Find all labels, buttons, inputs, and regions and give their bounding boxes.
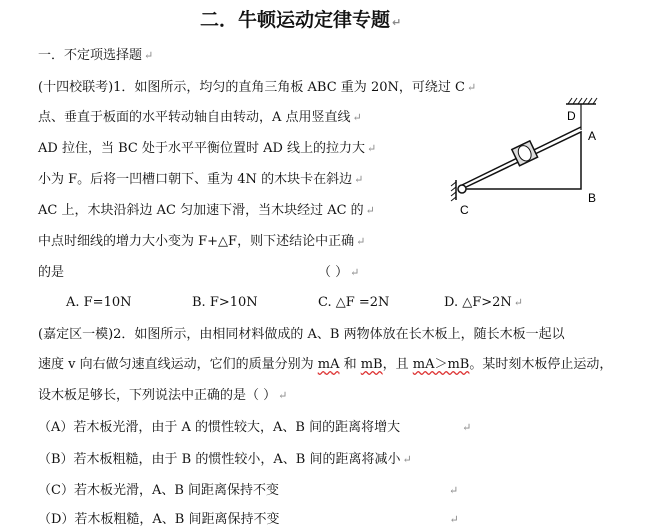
triangle-plate-figure bbox=[448, 96, 628, 226]
q1-line-1: (十四校联考)1．如图所示，均匀的直角三角板 ABC 重为 20N，可绕过 C ↵ bbox=[38, 80, 477, 95]
q1-line-4: 小为 F。后将一凹槽口朝下、重为 4N 的木块卡在斜边 ↵ bbox=[38, 172, 364, 187]
q2-line-3: 设木板足够长，下列说法中正确的是（ ） ↵ bbox=[38, 388, 288, 403]
label-b: B bbox=[588, 191, 597, 205]
q1-line-7: 的是 bbox=[38, 265, 65, 280]
section-heading: 一．不定项选择题 ↵ bbox=[38, 48, 154, 63]
q1-answer-blank: （ ） ↵ bbox=[318, 265, 360, 280]
q2-line-1: (嘉定区一模)2．如图所示，由相同材料做成的 A、B 两物体放在长木板上，随长木板一起以 bbox=[38, 327, 565, 342]
page-title: 二．牛顿运动定律专题 ↵ bbox=[200, 9, 402, 31]
q1-option-c: C. △F =2N bbox=[318, 295, 390, 310]
q2-option-a: （A）若木板光滑，由于 A 的惯性较大，A、B 间的距离将增大 ↵ bbox=[38, 420, 472, 435]
q2-option-c: （C）若木板光滑，A、B 间距离保持不变 ↵ bbox=[38, 483, 459, 498]
q1-option-a: A. F=10N bbox=[66, 295, 132, 310]
q2-option-b: （B）若木板粗糙，由于 B 的惯性较小，A、B 间的距离将减小 ↵ bbox=[38, 452, 412, 467]
label-d: D bbox=[567, 109, 576, 123]
q1-line-3: AD 拉住，当 BC 处于水平平衡位置时 AD 线上的拉力大 ↵ bbox=[38, 141, 377, 156]
pivot-c bbox=[458, 185, 466, 193]
q1-line-5: AC 上，木块沿斜边 AC 匀加速下滑，当木块经过 AC 的 ↵ bbox=[38, 203, 375, 218]
sliding-block bbox=[512, 141, 538, 166]
q2-line-2: 速度 v 向右做匀速直线运动，它们的质量分别为 mA 和 mB，且 mA＞mB。某时刻木板停止运动， bbox=[38, 357, 613, 372]
q1-line-6: 中点时细线的增力大小变为 F+△F，则下述结论中正确 ↵ bbox=[38, 234, 366, 249]
q1-option-b: B. F>10N bbox=[192, 295, 258, 310]
label-a: A bbox=[588, 129, 597, 143]
label-c: C bbox=[460, 203, 469, 217]
q1-option-d: D. △F>2N ↵ bbox=[444, 295, 523, 310]
q2-option-d: （D）若木板粗糙，A、B 间距离保持不变 ↵ bbox=[38, 512, 459, 527]
q1-line-2: 点、垂直于板面的水平转动轴自由转动，A 点用竖直线 ↵ bbox=[38, 110, 362, 125]
